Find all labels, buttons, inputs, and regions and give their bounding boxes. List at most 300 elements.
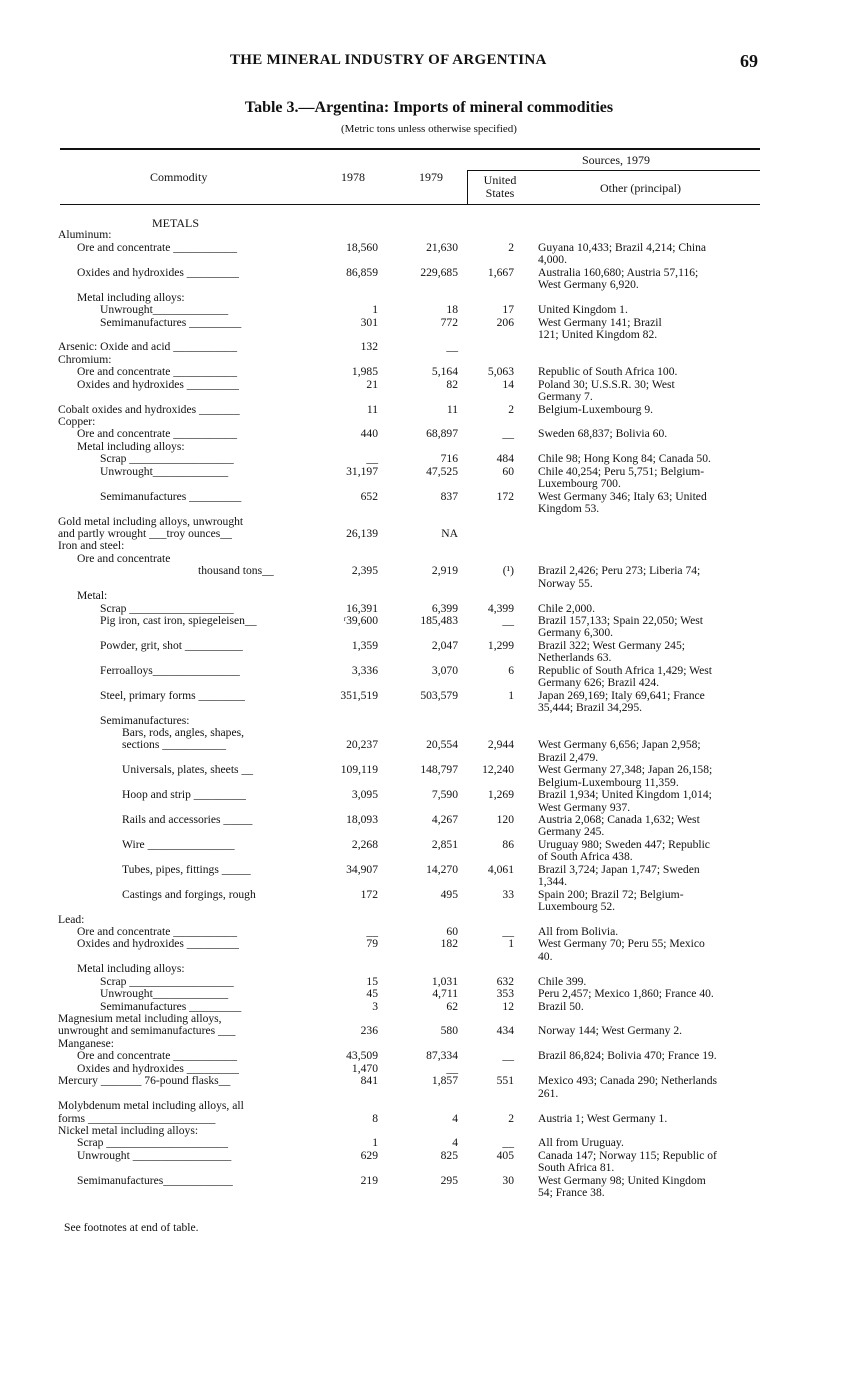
value-1979-cell: 495 — [440, 887, 458, 901]
table-row — [0, 851, 858, 863]
united-states-cell: 33 — [502, 887, 514, 901]
table-row — [0, 839, 858, 851]
table-row — [0, 578, 858, 590]
table-row — [0, 553, 858, 565]
table-row — [0, 491, 858, 503]
other-sources-cell: Brazil 86,824; Bolivia 470; France 19. — [538, 1049, 717, 1063]
commodity-cell: Cobalt oxides and hydroxides _______ — [58, 402, 240, 416]
commodity-cell: Scrap __________________ — [100, 974, 234, 988]
value-1978-cell: 301 — [360, 315, 378, 329]
other-sources-cell: West Germany 70; Peru 55; Mexico — [538, 937, 705, 951]
united-states-cell: 2 — [508, 240, 514, 254]
table-row — [0, 963, 858, 975]
value-1978-cell: 11 — [366, 402, 378, 416]
value-1979-cell: 18 — [446, 303, 458, 317]
commodity-cell: Metal including alloys: — [77, 290, 185, 304]
commodity-cell: Ore and concentrate ___________ — [77, 365, 238, 379]
united-states-cell: 353 — [496, 987, 514, 1001]
value-1978-cell: 31,197 — [346, 464, 378, 478]
commodity-cell: Metal: — [77, 589, 108, 603]
value-1978-cell: __ — [366, 452, 378, 466]
united-states-cell: 60 — [502, 464, 514, 478]
value-1978-cell: 18,093 — [346, 813, 378, 826]
table-body — [0, 217, 858, 1200]
commodity-cell: Oxides and hydroxides _________ — [77, 1061, 239, 1075]
commodity-cell: sections ___________ — [122, 738, 227, 752]
value-1978-cell: 132 — [360, 340, 378, 354]
value-1979-cell: 182 — [440, 937, 458, 951]
value-1978-cell: 79 — [366, 937, 378, 951]
table-row — [0, 1137, 858, 1149]
value-1979-cell: 4,711 — [432, 987, 458, 1001]
value-1979-cell: 68,897 — [426, 427, 458, 441]
table-row — [0, 453, 858, 465]
value-1978-cell: 15 — [366, 974, 378, 988]
united-states-cell: 632 — [496, 974, 514, 988]
other-sources-cell: 4,000. — [538, 253, 567, 267]
united-states-cell: 12 — [502, 999, 514, 1013]
other-sources-cell: United Kingdom 1. — [538, 303, 628, 317]
value-1978-cell: 8 — [372, 1111, 378, 1125]
value-1978-cell: 841 — [360, 1074, 378, 1088]
table-row — [0, 789, 858, 801]
other-sources-cell: Germany 6,300. — [538, 626, 614, 640]
other-sources-cell: Germany 7. — [538, 390, 593, 404]
value-1979-cell: 4 — [452, 1111, 458, 1125]
other-sources-cell: West Germany 346; Italy 63; United — [538, 489, 707, 503]
other-sources-cell: Austria 2,068; Canada 1,632; West — [538, 813, 700, 826]
commodity-cell: unwrought and semimanufactures ___ — [58, 1024, 236, 1038]
commodity-cell: Hoop and strip _________ — [122, 788, 246, 802]
value-1979-cell: 21,630 — [426, 240, 458, 254]
other-sources-cell: Republic of South Africa 100. — [538, 365, 678, 379]
other-sources-cell: Austria 1; West Germany 1. — [538, 1111, 668, 1125]
value-1978-cell: 1 — [372, 1136, 378, 1150]
commodity-cell: Iron and steel: — [58, 539, 125, 553]
commodity-cell: Semimanufactures____________ — [77, 1173, 233, 1187]
commodity-cell: Arsenic: Oxide and acid ___________ — [58, 340, 238, 354]
table-row — [0, 677, 858, 689]
other-sources-cell: Poland 30; U.S.S.R. 30; West — [538, 377, 675, 391]
table-row — [0, 1175, 858, 1187]
value-1978-cell: 3,095 — [351, 788, 378, 802]
table-row — [0, 341, 858, 353]
united-states-cell: 1,299 — [487, 638, 514, 652]
commodity-cell: Ore and concentrate ___________ — [77, 924, 238, 938]
running-head: THE MINERAL INDUSTRY OF ARGENTINA — [230, 52, 547, 68]
commodity-cell: Ore and concentrate ___________ — [77, 240, 238, 254]
value-1978-cell: 18,560 — [346, 240, 378, 254]
united-states-cell: 2,944 — [487, 738, 514, 752]
value-1979-cell: 837 — [440, 489, 458, 503]
value-1978-cell: 236 — [360, 1024, 378, 1038]
commodity-cell: Semimanufactures _________ — [100, 999, 242, 1013]
value-1978-cell: 351,519 — [340, 688, 378, 702]
value-1978-cell: 16,391 — [346, 601, 378, 615]
commodity-cell: Ore and concentrate ___________ — [77, 1049, 238, 1063]
commodity-cell: Steel, primary forms ________ — [100, 688, 245, 702]
united-states-cell: 1 — [508, 937, 514, 951]
commodity-cell: Ore and concentrate ___________ — [77, 427, 238, 441]
commodity-cell: Wire _______________ — [122, 837, 235, 851]
value-1978-cell: 43,509 — [346, 1049, 378, 1063]
other-sources-cell: West Germany 6,920. — [538, 278, 639, 292]
value-1978-cell: 652 — [360, 489, 378, 503]
table-row — [0, 1100, 858, 1112]
table-row — [0, 528, 858, 540]
value-1978-cell: 1,359 — [351, 638, 378, 652]
table-row — [0, 428, 858, 440]
other-sources-cell: 261. — [538, 1086, 559, 1100]
value-1979-cell: 62 — [446, 999, 458, 1013]
commodity-cell: Aluminum: — [58, 228, 112, 242]
united-states-cell: 4,061 — [487, 862, 514, 876]
other-sources-cell: Brazil 50. — [538, 999, 584, 1013]
table-row — [0, 665, 858, 677]
united-states-cell: 4,399 — [487, 601, 514, 615]
table-row — [0, 627, 858, 639]
table-top-rule — [60, 148, 760, 150]
value-1979-cell: __ — [446, 340, 458, 354]
value-1979-cell: NA — [441, 526, 458, 540]
value-1978-cell: 21 — [366, 377, 378, 391]
other-sources-cell: Norway 144; West Germany 2. — [538, 1024, 683, 1038]
table-row — [0, 229, 858, 241]
other-sources-cell: All from Uruguay. — [538, 1136, 624, 1150]
col-header-us-line2: States — [485, 186, 515, 200]
united-states-cell: 434 — [496, 1024, 514, 1038]
other-sources-cell: Belgium-Luxembourg 11,359. — [538, 775, 679, 789]
table-row — [0, 1162, 858, 1174]
other-sources-cell: Sweden 68,837; Bolivia 60. — [538, 427, 668, 441]
table-row — [0, 366, 858, 378]
table-row — [0, 317, 858, 329]
value-1979-cell: 2,047 — [431, 638, 458, 652]
other-sources-cell: West Germany 6,656; Japan 2,958; — [538, 738, 701, 752]
value-1978-cell: 172 — [360, 887, 378, 901]
value-1979-cell: 5,164 — [431, 365, 458, 379]
section-heading: METALS — [152, 216, 200, 230]
commodity-cell: Ore and concentrate — [77, 551, 171, 565]
commodity-cell: Ferroalloys_______________ — [100, 663, 240, 677]
table-row — [0, 652, 858, 664]
commodity-cell: Powder, grit, shot __________ — [100, 638, 243, 652]
commodity-cell: forms ______________________ — [58, 1111, 216, 1125]
other-sources-cell: Belgium-Luxembourg 9. — [538, 402, 654, 416]
commodity-cell: Oxides and hydroxides _________ — [77, 937, 239, 951]
other-sources-cell: Republic of South Africa 1,429; West — [538, 663, 713, 677]
table-row — [0, 267, 858, 279]
other-sources-cell: 1,344. — [538, 875, 567, 889]
table-row — [0, 1187, 858, 1199]
table-row — [0, 764, 858, 776]
col-header-commodity: Commodity — [150, 170, 208, 184]
united-states-cell: 1,667 — [487, 265, 514, 279]
value-1978-cell: 440 — [360, 427, 378, 441]
value-1978-cell: ʳ39,600 — [343, 614, 378, 627]
other-sources-cell: Brazil 1,934; United Kingdom 1,014; — [538, 788, 712, 802]
other-sources-cell: of South Africa 438. — [538, 850, 633, 864]
united-states-cell: 14 — [502, 377, 514, 391]
value-1978-cell: 1,985 — [351, 365, 378, 379]
table-row — [0, 503, 858, 515]
value-1979-cell: 14,270 — [426, 862, 458, 876]
other-sources-cell: Mexico 493; Canada 290; Netherlands — [538, 1074, 718, 1088]
other-sources-cell: West Germany 27,348; Japan 26,158; — [538, 763, 713, 777]
value-1979-cell: 87,334 — [426, 1049, 458, 1063]
united-states-cell: 2 — [508, 1111, 514, 1125]
commodity-cell: Oxides and hydroxides _________ — [77, 377, 239, 391]
commodity-cell: Semimanufactures _________ — [100, 489, 242, 503]
value-1979-cell: 82 — [446, 377, 458, 391]
table-row — [0, 814, 858, 826]
commodity-cell: Manganese: — [58, 1036, 115, 1050]
other-sources-cell: Uruguay 980; Sweden 447; Republic — [538, 837, 710, 851]
commodity-cell: Metal including alloys: — [77, 962, 185, 976]
col-header-united-states — [470, 174, 530, 200]
header-bottom-rule — [60, 204, 760, 205]
sources-underline — [467, 170, 760, 171]
value-1979-cell: 148,797 — [420, 763, 458, 777]
table-row — [0, 640, 858, 652]
united-states-cell: 405 — [496, 1148, 514, 1162]
value-1978-cell: 1,470 — [351, 1061, 378, 1075]
table-title: Table 3.—Argentina: Imports of mineral commodities — [244, 99, 614, 116]
value-1978-cell: 2,268 — [351, 837, 378, 851]
other-sources-cell: Canada 147; Norway 115; Republic of — [538, 1148, 717, 1162]
value-1978-cell: 86,859 — [346, 265, 378, 279]
other-sources-cell: 54; France 38. — [538, 1186, 605, 1200]
value-1979-cell: __ — [446, 1061, 458, 1075]
other-sources-cell: Brazil 2,479. — [538, 750, 599, 764]
other-sources-cell: Chile 40,254; Peru 5,751; Belgium- — [538, 464, 705, 478]
united-states-cell: 30 — [502, 1173, 514, 1187]
commodity-cell: Gold metal including alloys, unwrought — [58, 514, 244, 528]
united-states-cell: __ — [502, 1049, 514, 1063]
united-states-cell: 206 — [496, 315, 514, 329]
table-row — [0, 254, 858, 266]
commodity-cell: Nickel metal including alloys: — [58, 1123, 199, 1137]
table-row — [0, 702, 858, 714]
table-row — [0, 889, 858, 901]
value-1979-cell: 20,554 — [426, 738, 458, 752]
other-sources-cell: Germany 245. — [538, 825, 605, 839]
value-1978-cell: 629 — [360, 1148, 378, 1162]
other-sources-cell: Luxembourg 700. — [538, 477, 621, 491]
other-sources-cell: Japan 269,169; Italy 69,641; France — [538, 688, 705, 702]
other-sources-cell: Guyana 10,433; Brazil 4,214; China — [538, 240, 707, 254]
other-sources-cell: Australia 160,680; Austria 57,116; — [538, 265, 699, 279]
commodity-cell: Castings and forgings, rough — [122, 887, 256, 901]
other-sources-cell: West Germany 141; Brazil — [538, 315, 662, 329]
other-sources-cell: Brazil 157,133; Spain 22,050; West — [538, 614, 704, 627]
other-sources-cell: Brazil 3,724; Japan 1,747; Sweden — [538, 862, 700, 876]
table-row — [0, 938, 858, 950]
table-row — [0, 391, 858, 403]
value-1979-cell: 825 — [440, 1148, 458, 1162]
value-1978-cell: __ — [366, 924, 378, 938]
other-sources-cell: South Africa 81. — [538, 1161, 615, 1175]
table-row — [0, 1150, 858, 1162]
table-row — [0, 901, 858, 913]
table-row — [0, 864, 858, 876]
table-subtitle: (Metric tons unless otherwise specified) — [341, 123, 517, 135]
commodity-cell: Scrap _____________________ — [77, 1136, 229, 1150]
page-number: 69 — [740, 51, 758, 71]
table-row — [0, 217, 858, 229]
value-1978-cell: 3 — [372, 999, 378, 1013]
table-row — [0, 379, 858, 391]
value-1979-cell: 2,919 — [431, 564, 458, 578]
col-header-sources: Sources, 1979 — [582, 153, 650, 167]
commodity-cell: Metal including alloys: — [77, 439, 185, 453]
united-states-cell: (¹) — [502, 564, 514, 578]
col-header-us-line1: United — [483, 173, 517, 187]
table-row — [0, 1025, 858, 1037]
value-1978-cell: 3,336 — [351, 663, 378, 677]
table-row — [0, 478, 858, 490]
value-1979-cell: 4 — [452, 1136, 458, 1150]
value-1978-cell: 2,395 — [351, 564, 378, 578]
commodity-cell: Semimanufactures: — [100, 713, 190, 727]
table-row — [0, 1075, 858, 1087]
united-states-cell: 12,240 — [482, 763, 514, 777]
commodity-cell: Tubes, pipes, fittings _____ — [122, 862, 251, 876]
table-row — [0, 404, 858, 416]
table-row — [0, 690, 858, 702]
other-sources-cell: Norway 55. — [538, 576, 593, 590]
other-sources-cell: Germany 626; Brazil 424. — [538, 676, 660, 690]
commodity-cell: Mercury _______ 76-pound flasks__ — [58, 1074, 231, 1088]
commodity-cell: Lead: — [58, 912, 85, 926]
value-1979-cell: 2,851 — [431, 837, 458, 851]
value-1978-cell: 219 — [360, 1173, 378, 1187]
commodity-cell: Unwrought_____________ — [100, 987, 229, 1001]
united-states-cell: 2 — [508, 402, 514, 416]
value-1979-cell: 580 — [440, 1024, 458, 1038]
col-header-1978: 1978 — [341, 170, 365, 184]
united-states-cell: 172 — [496, 489, 514, 503]
value-1979-cell: 772 — [440, 315, 458, 329]
value-1979-cell: 229,685 — [420, 265, 458, 279]
commodity-cell: Unwrought_____________ — [100, 303, 229, 317]
value-1979-cell: 60 — [446, 924, 458, 938]
value-1978-cell: 34,907 — [346, 862, 378, 876]
united-states-cell: __ — [502, 1136, 514, 1150]
value-1979-cell: 716 — [440, 452, 458, 466]
other-sources-cell: Kingdom 53. — [538, 502, 600, 516]
commodity-cell: thousand tons__ — [198, 564, 274, 578]
commodity-cell: Magnesium metal including alloys, — [58, 1012, 222, 1025]
commodity-cell: Chromium: — [58, 352, 112, 366]
value-1978-cell: 20,237 — [346, 738, 378, 752]
value-1979-cell: 1,031 — [431, 974, 458, 988]
table-row — [0, 279, 858, 291]
commodity-cell: Bars, rods, angles, shapes, — [122, 725, 245, 739]
other-sources-cell: West Germany 937. — [538, 800, 631, 814]
other-sources-cell: 121; United Kingdom 82. — [538, 327, 658, 341]
table-row — [0, 988, 858, 1000]
value-1979-cell: 11 — [446, 402, 458, 416]
table-row — [0, 826, 858, 838]
commodity-cell: Semimanufactures _________ — [100, 315, 242, 329]
table-row — [0, 1050, 858, 1062]
commodity-cell: Scrap __________________ — [100, 452, 234, 466]
footnote-reference: See footnotes at end of table. — [64, 1221, 199, 1234]
united-states-cell: 17 — [502, 303, 514, 317]
value-1978-cell: 109,119 — [340, 763, 378, 777]
commodity-cell: Scrap __________________ — [100, 601, 234, 615]
united-states-cell: 5,063 — [487, 365, 514, 379]
other-sources-cell: 40. — [538, 949, 553, 963]
value-1979-cell: 4,267 — [431, 813, 458, 826]
sources-divider — [467, 170, 468, 204]
other-sources-cell: Chile 2,000. — [538, 601, 596, 615]
united-states-cell: 6 — [508, 663, 514, 677]
commodity-cell: Oxides and hydroxides _________ — [77, 265, 239, 279]
value-1978-cell: 26,139 — [346, 526, 378, 540]
value-1979-cell: 47,525 — [426, 464, 458, 478]
table-row — [0, 876, 858, 888]
other-sources-cell: Netherlands 63. — [538, 651, 612, 665]
united-states-cell: __ — [502, 427, 514, 441]
table-row — [0, 242, 858, 254]
other-sources-cell: West Germany 98; United Kingdom — [538, 1173, 706, 1187]
united-states-cell: 1 — [508, 688, 514, 702]
col-header-other-principal: Other (principal) — [600, 181, 681, 195]
commodity-cell: Molybdenum metal including alloys, all — [58, 1099, 244, 1113]
value-1979-cell: 1,857 — [431, 1074, 458, 1088]
value-1979-cell: 6,399 — [431, 601, 458, 615]
table-row — [0, 739, 858, 751]
united-states-cell: __ — [502, 924, 514, 938]
other-sources-cell: Luxembourg 52. — [538, 900, 616, 914]
commodity-cell: Unwrought _________________ — [77, 1148, 232, 1162]
commodity-cell: Unwrought_____________ — [100, 464, 229, 478]
value-1979-cell: 503,579 — [420, 688, 458, 702]
commodity-cell: Universals, plates, sheets __ — [122, 763, 254, 777]
other-sources-cell: Brazil 2,426; Peru 273; Liberia 74; — [538, 564, 701, 578]
united-states-cell: 120 — [496, 813, 514, 826]
other-sources-cell: Chile 399. — [538, 974, 587, 988]
table-row — [0, 565, 858, 577]
other-sources-cell: Spain 200; Brazil 72; Belgium- — [538, 887, 684, 901]
commodity-cell: Pig iron, cast iron, spiegeleisen__ — [100, 614, 257, 627]
other-sources-cell: Peru 2,457; Mexico 1,860; France 40. — [538, 987, 714, 1001]
commodity-cell: Copper: — [58, 415, 96, 428]
value-1979-cell: 295 — [440, 1173, 458, 1187]
commodity-cell: and partly wrought ___troy ounces__ — [58, 526, 232, 540]
united-states-cell: 1,269 — [487, 788, 514, 802]
united-states-cell: 484 — [496, 452, 514, 466]
col-header-1979: 1979 — [419, 170, 443, 184]
table-row — [0, 615, 858, 627]
value-1978-cell: 45 — [366, 987, 378, 1001]
table-row — [0, 590, 858, 602]
united-states-cell: 86 — [502, 837, 514, 851]
united-states-cell: __ — [502, 614, 514, 627]
value-1979-cell: 3,070 — [431, 663, 458, 677]
other-sources-cell: 35,444; Brazil 34,295. — [538, 701, 643, 715]
value-1978-cell: 1 — [372, 303, 378, 317]
table-row — [0, 304, 858, 316]
united-states-cell: 551 — [496, 1074, 514, 1088]
other-sources-cell: Brazil 322; West Germany 245; — [538, 638, 685, 652]
commodity-cell: Rails and accessories _____ — [122, 813, 253, 826]
value-1979-cell: 7,590 — [431, 788, 458, 802]
other-sources-cell: Chile 98; Hong Kong 84; Canada 50. — [538, 452, 711, 466]
table-row — [0, 540, 858, 552]
